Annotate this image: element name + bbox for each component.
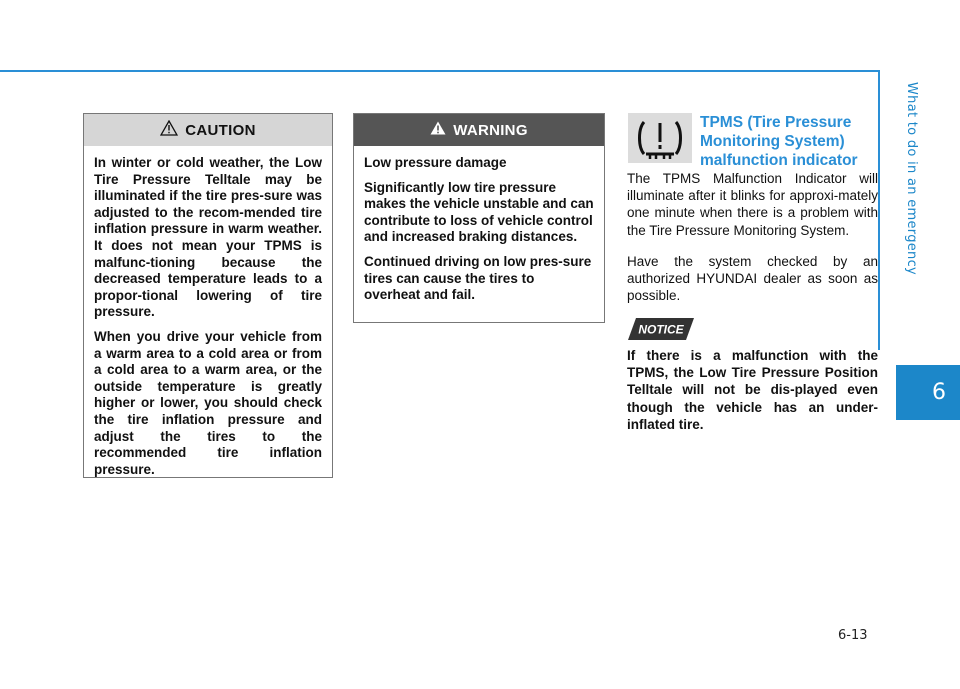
chapter-tab	[896, 365, 960, 420]
caution-paragraph: When you drive your vehicle from a warm area to a cold area or from a cold area to a warm area, or the outside temperature is greatly higher or lower, you should check the tire inflation pressure and adjust the tires to the recommended tire inflation pressure.	[94, 328, 322, 477]
notice-label: NOTICE	[638, 322, 684, 337]
warning-paragraph: Low pressure damage	[364, 155, 507, 170]
notice-text: If there is a malfunction with the TPMS, the Low Tire Pressure Position Telltale will not be dis-played even though the vehicle has an under-inflated tire.	[627, 348, 878, 432]
caution-triangle-icon	[160, 120, 178, 140]
notice-badge	[628, 318, 694, 340]
caution-header	[84, 114, 332, 146]
warning-triangle-icon	[430, 121, 446, 139]
page-number: 6-13	[838, 628, 868, 643]
warning-paragraph: Continued driving on low pres-sure tires can cause the tires to overheat and fail.	[364, 253, 592, 303]
warning-paragraph: Significantly low tire pressure makes the vehicle unstable and can contribute to loss of vehicle control and increased braking distances.	[364, 179, 594, 245]
caution-body	[84, 146, 332, 478]
caution-paragraph: In winter or cold weather, the Low Tire Pressure Telltale may be illuminated if the tire pres-sure was adjusted to the recom-mended tire inflation pressure in warm weather. It does not mean your TPMS is malfunc-tioning because the decreased temperature leads to a propor-tional lowering of tire pressure.	[94, 155, 322, 320]
warning-header	[354, 114, 604, 146]
chapter-number: 6	[932, 380, 946, 405]
warning-box	[353, 113, 605, 323]
warning-body	[354, 146, 604, 304]
tpms-malfunction-icon	[628, 113, 692, 163]
body-paragraph: Have the system checked by an authorized HYUNDAI dealer as soon as possible.	[627, 254, 878, 304]
chapter-side-title: What to do in an emergency	[904, 82, 919, 276]
caution-box	[83, 113, 333, 478]
warning-title: WARNING	[453, 121, 528, 139]
caution-title: CAUTION	[185, 121, 256, 139]
side-rule	[878, 70, 880, 350]
body-paragraph: The TPMS Malfunction Indicator will illuminate after it blinks for approxi-mately one minute when there is a problem with the Tire Pressure Monitoring System.	[627, 171, 878, 238]
section-title: TPMS (Tire Pressure Monitoring System) malfunction indicator	[700, 114, 858, 169]
top-rule	[0, 70, 878, 72]
